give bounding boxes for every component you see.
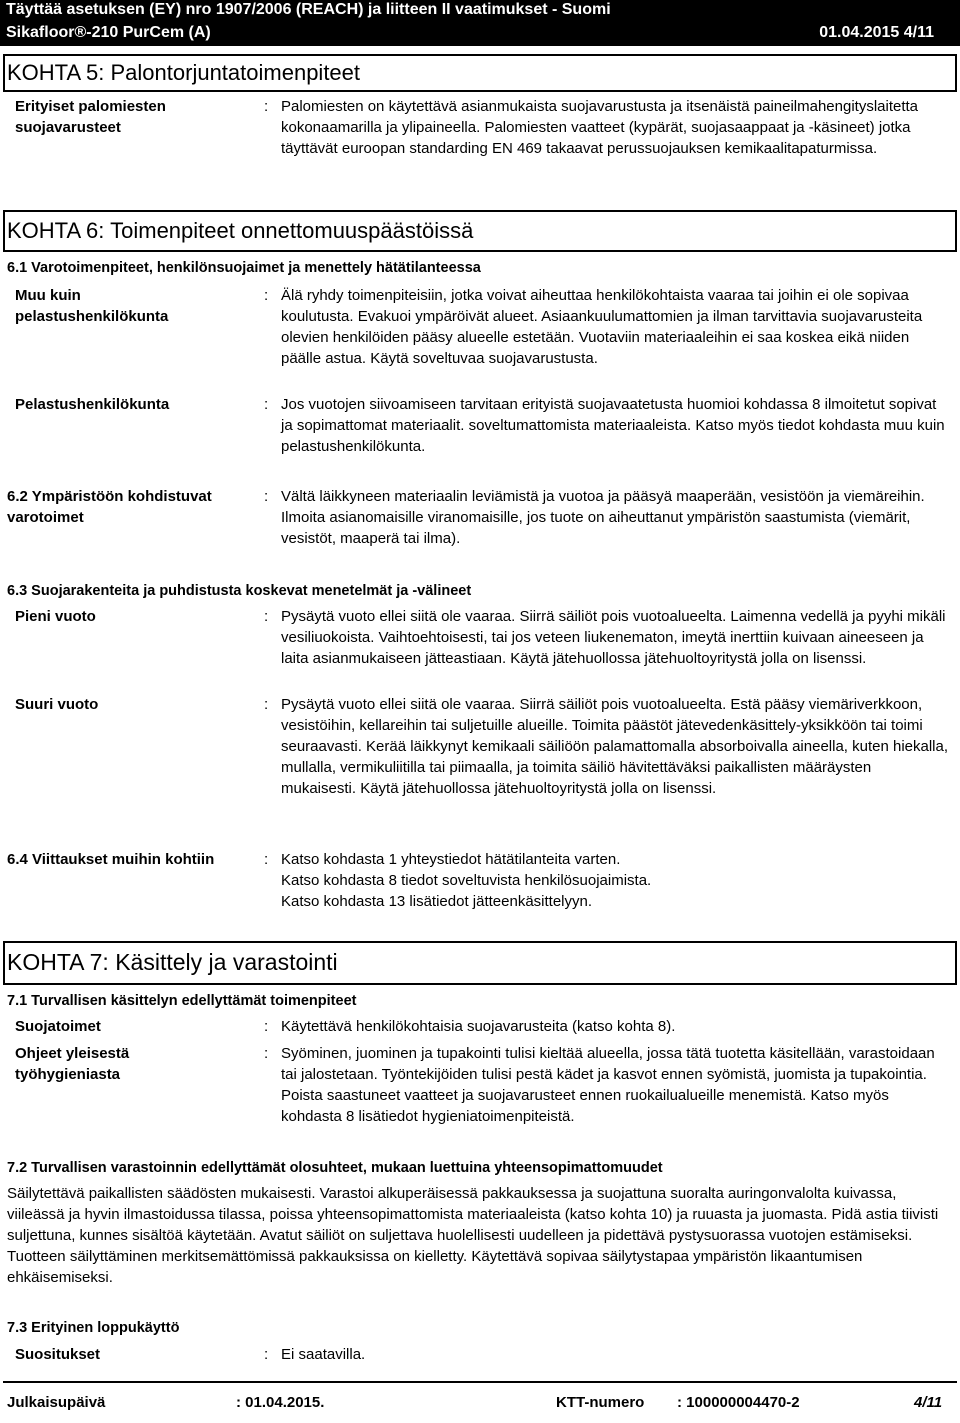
footer-ktt-value: : 100000004470-2	[677, 1394, 800, 1411]
row-label: 6.4 Viittaukset muihin kohtiin	[7, 851, 215, 868]
subsection-6-3: 6.3 Suojarakenteita ja puhdistusta koskevat menetelmät ja -välineet	[7, 583, 472, 599]
row-label: Muu kuin pelastushenkilökunta	[15, 287, 169, 325]
subsection-6-1: 6.1 Varotoimenpiteet, henkilönsuojaimet ja menettely hätätilanteessa	[7, 260, 481, 276]
row-colon: :	[264, 396, 269, 413]
row-value: Pysäytä vuoto ellei siitä ole vaaraa. Siirrä säiliöt pois vuotoalueelta. Laimenna vedellä ja pyyhi mikäli vesiliuokoista. Vaihtoehtoisesti, tai jos veteen liukenematon, imeytä inerttiin kuivaan aineeseen ja laita asianmukaiseen jätteastiaan. Käytä jätehuollossa jätehuoltoyritystä jolla on lisenssi.	[281, 608, 946, 667]
row-value	[281, 849, 949, 912]
row-label: Suojatoimet	[15, 1018, 101, 1035]
footer-date-label: Julkaisupäivä	[7, 1394, 106, 1411]
row-label: Pelastushenkilökunta	[15, 396, 170, 413]
row-colon: :	[264, 1018, 269, 1035]
product-name: Sikafloor®-210 PurCem (A)	[6, 24, 211, 41]
footer-date-value: : 01.04.2015.	[236, 1394, 325, 1411]
header-band	[0, 0, 960, 46]
row-colon: :	[264, 488, 269, 505]
footer-ktt-label: KTT-numero	[556, 1394, 645, 1411]
storage-text: Säilytettävä paikallisten säädösten mukaisesti. Varastoi alkuperäisessä pakkauksessa ja suojattuna suoralta auringonvalolta kuivassa, viileässä ja hyvin ilmastoidussa tilassa, poissa yhteensopimattomista materiaaleista (katso kohta 10) ja ruuasta ja juomasta. Pidä astia tiivisti suljettuna, kunnes sisältöä käytetään. Avatut säiliöt on suljettava huolellisesti uudelleen ja pidettävä pystysuorassa vuotojen estämiseksi. Tuotteen säilyttäminen merkitsemättömissä pakkauksissa on kielletty. Käytettävä sopivaa säilytystapaa ympäristön likaantumisen ehkäisemiseksi.	[7, 1185, 939, 1286]
row-value: Jos vuotojen siivoamiseen tarvitaan erityistä suojavaatetusta huomioi kohdassa 8 ilmoitetut sopivat ja sopimattomat materiaalit. soveltumattomista materiaaleista. Katso myös tiedot kohdasta muu kuin pelastushenkilökunta.	[281, 396, 945, 455]
row-value: Palomiesten on käytettävä asianmukaista suojavarustusta ja itsenäistä paineilmahengityslaitetta kokonaamarilla ja ylipaineella. Palomiesten vaatteet (kypärät, suojasaappaat ja -käsineet) jotka täyttävät euroopan standarding EN 469 takaavat perussuojauksen kemikaalitapaturmissa.	[281, 98, 919, 157]
subsection-7-2: 7.2 Turvallisen varastoinnin edellyttämät olosuhteet, mukaan luettuina yhteensopimattomuudet	[7, 1160, 663, 1176]
row-colon: :	[264, 696, 269, 713]
footer-divider	[3, 1381, 957, 1383]
row-value: Vältä läikkyneen materiaalin leviämistä ja vuotoa ja pääsyä maaperään, vesistöön ja viemäreihin. Ilmoita asianomaisille viranomaisille, jos tuote on aiheuttanut ympäristön saastumista (viemärit, vesistöt, maaperä tai ilma).	[281, 488, 925, 547]
subsection-7-3: 7.3 Erityinen loppukäyttö	[7, 1320, 180, 1336]
section-6-title: KOHTA 6: Toimenpiteet onnettomuuspäästöissä	[7, 218, 474, 243]
section-5-title: KOHTA 5: Palontorjuntatoimenpiteet	[7, 60, 361, 85]
row-label: Pieni vuoto	[15, 608, 96, 625]
regulation-title: Täyttää asetuksen (EY) nro 1907/2006 (REACH) ja liitteen II vaatimukset - Suomi	[6, 1, 611, 18]
subsection-7-1: 7.1 Turvallisen käsittelyn edellyttämät toimenpiteet	[7, 993, 357, 1009]
reference-line: Katso kohdasta 8 tiedot soveltuvista henkilösuojaimista.	[281, 872, 652, 889]
row-value: Käytettävä henkilökohtaisia suojavarusteita (katso kohta 8).	[281, 1018, 676, 1035]
row-value: Ei saatavilla.	[281, 1346, 366, 1363]
row-value: Syöminen, juominen ja tupakointi tulisi kieltää alueella, jossa tätä tuotetta käsitellään, varastoidaan tai jalostetaan. Työntekijöiden tulisi pestä kädet ja kasvot ennen syömistä, juomista ja tupakointia. Poista saastuneet vaatteet ja suojavarusteet ennen ruokailualueille menemistä. Katso myös kohdasta 8 lisätiedot hygieniatoimenpiteistä.	[281, 1045, 935, 1125]
reference-line: Katso kohdasta 13 lisätiedot jätteenkäsittelyyn.	[281, 893, 593, 910]
row-value: Älä ryhdy toimenpiteisiin, jotka voivat aiheuttaa henkilökohtaista vaaraa tai joihin ei ole sopivaa koulutusta. Evakuoi ympäröivät alueet. Asiaankuulumattomien ja ilman tarvittavia suojavarusteita olevien henkilöiden pääsy alueelle estetään. Vuotaviin materiaaleihin ei saa koskea eikä niiden päälle astua. Käytä soveltuvaa suojavarustusta.	[281, 287, 923, 367]
row-label: 6.2 Ympäristöön kohdistuvat varotoimet	[7, 488, 212, 526]
header-date-page: 01.04.2015 4/11	[819, 24, 934, 41]
section-7-title: KOHTA 7: Käsittely ja varastointi	[7, 949, 338, 975]
reference-line: Katso kohdasta 1 yhteystiedot hätätilanteita varten.	[281, 851, 621, 868]
row-label: Ohjeet yleisestä työhygieniasta	[15, 1045, 130, 1083]
row-label: Suuri vuoto	[15, 696, 99, 713]
row-colon: :	[264, 1346, 269, 1363]
row-colon: :	[264, 851, 269, 868]
row-colon: :	[264, 608, 269, 625]
row-value: Pysäytä vuoto ellei siitä ole vaaraa. Siirrä säiliöt pois vuotoalueelta. Estä pääsy viemäriverkkoon, vesistöihin, kellareihin tai suljetuille alueille. Toimita päästöt jätevedenkäsittely-yksikköön tai toimi seuraavasti. Kerää läikkynyt kemikaali säiliöön palamattomalla absorboivalla aineella, kuten hiekalla, mullalla, vermikuliitilla tai piimaalla, ja toimita säiliö hävitettäväksi paikallisten määräysten mukaisesti. Käytä jätehuollossa jätehuoltoyritystä jolla on lisenssi.	[281, 696, 949, 797]
row-label: Erityiset palomiesten suojavarusteet	[15, 98, 166, 136]
row-colon: :	[264, 98, 269, 115]
row-label: Suositukset	[15, 1346, 101, 1363]
row-colon: :	[264, 287, 269, 304]
footer-page: 4/11	[914, 1394, 943, 1411]
row-colon: :	[264, 1045, 269, 1062]
